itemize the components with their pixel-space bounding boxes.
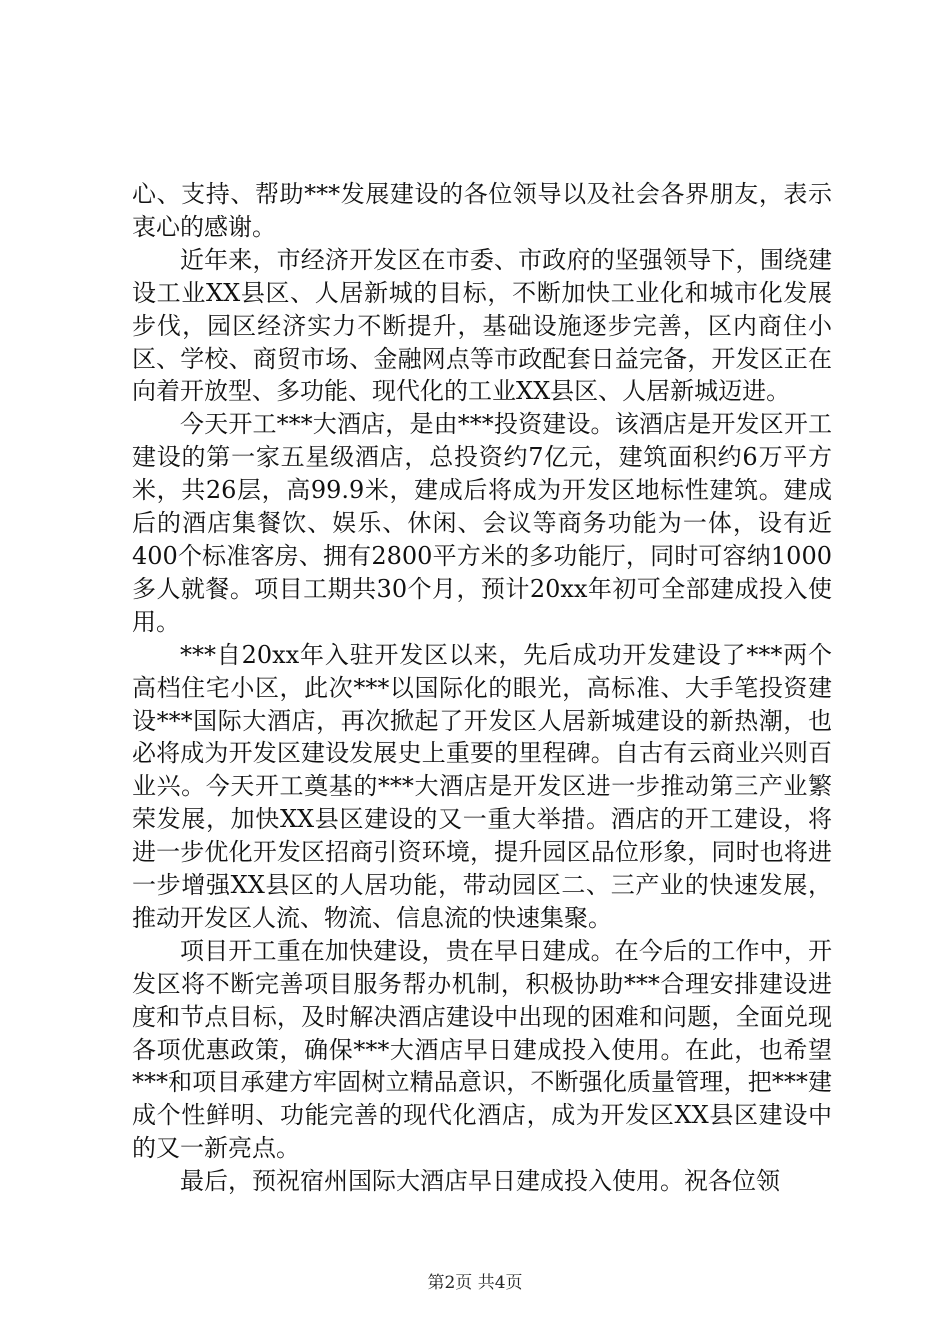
page-number-footer: 第2页 共4页: [427, 1273, 523, 1293]
document-body: [132, 178, 832, 1198]
paragraph-investor-history: ***自20xx年入驻开发区以来，先后成功开发建设了***两个高档住宅小区，此次***以国际化的眼光，高标准、大手笔投资建设***国际大酒店，再次掀起了开发区人居新城建设的新热潮，也必将成为开发区建设发展史上重要的里程碑。自古有云商业兴则百业兴。今天开工奠基的***大酒店是开发区进一步推动第三产业繁荣发展，加快XX县区建设的又一重大举措。酒店的开工建设，将进一步优化开发区招商引资环境，提升园区品位形象，同时也将进一步增强XX县区的人居功能，带动园区二、三产业的快速发展，推动开发区人流、物流、信息流的快速集聚。: [132, 640, 832, 932]
paragraph-project-construction: 项目开工重在加快建设，贵在早日建成。在今后的工作中，开发区将不断完善项目服务帮办机制，积极协助***合理安排建设进度和节点目标，及时解决酒店建设中出现的困难和问题，全面兑现各项优惠政策，确保***大酒店早日建成投入使用。在此，也希望***和项目承建方牢固树立精品意识，不断强化质量管理，把***建成个性鲜明、功能完善的现代化酒店，成为开发区XX县区建设中的又一新亮点。: [132, 936, 832, 1163]
paragraph-hotel-overview: 今天开工***大酒店，是由***投资建设。该酒店是开发区开工建设的第一家五星级酒店，总投资约7亿元，建筑面积约6万平方米，共26层，高99.9米，建成后将成为开发区地标性建筑。建成后的酒店集餐饮、娱乐、休闲、会议等商务功能为一体，设有近400个标准客房、拥有2800平方米的多功能厅，同时可容纳1000多人就餐。项目工期共30个月，预计20xx年初可全部建成投入使用。: [132, 410, 832, 636]
paragraph-continuation: 心、支持、帮助***发展建设的各位领导以及社会各界朋友，表示衷心的感谢。: [132, 180, 832, 241]
paragraph-closing-wishes: 最后，预祝宿州国际大酒店早日建成投入使用。祝各位领: [180, 1167, 780, 1196]
paragraph-development-zone: 近年来，市经济开发区在市委、市政府的坚强领导下，围绕建设工业XX县区、人居新城的目标，不断加快工业化和城市化发展步伐，园区经济实力不断提升，基础设施逐步完善，区内商住小区、学校、商贸市场、金融网点等市政配套日益完备，开发区正在向着开放型、多功能、现代化的工业XX县区、人居新城迈进。: [132, 245, 832, 406]
